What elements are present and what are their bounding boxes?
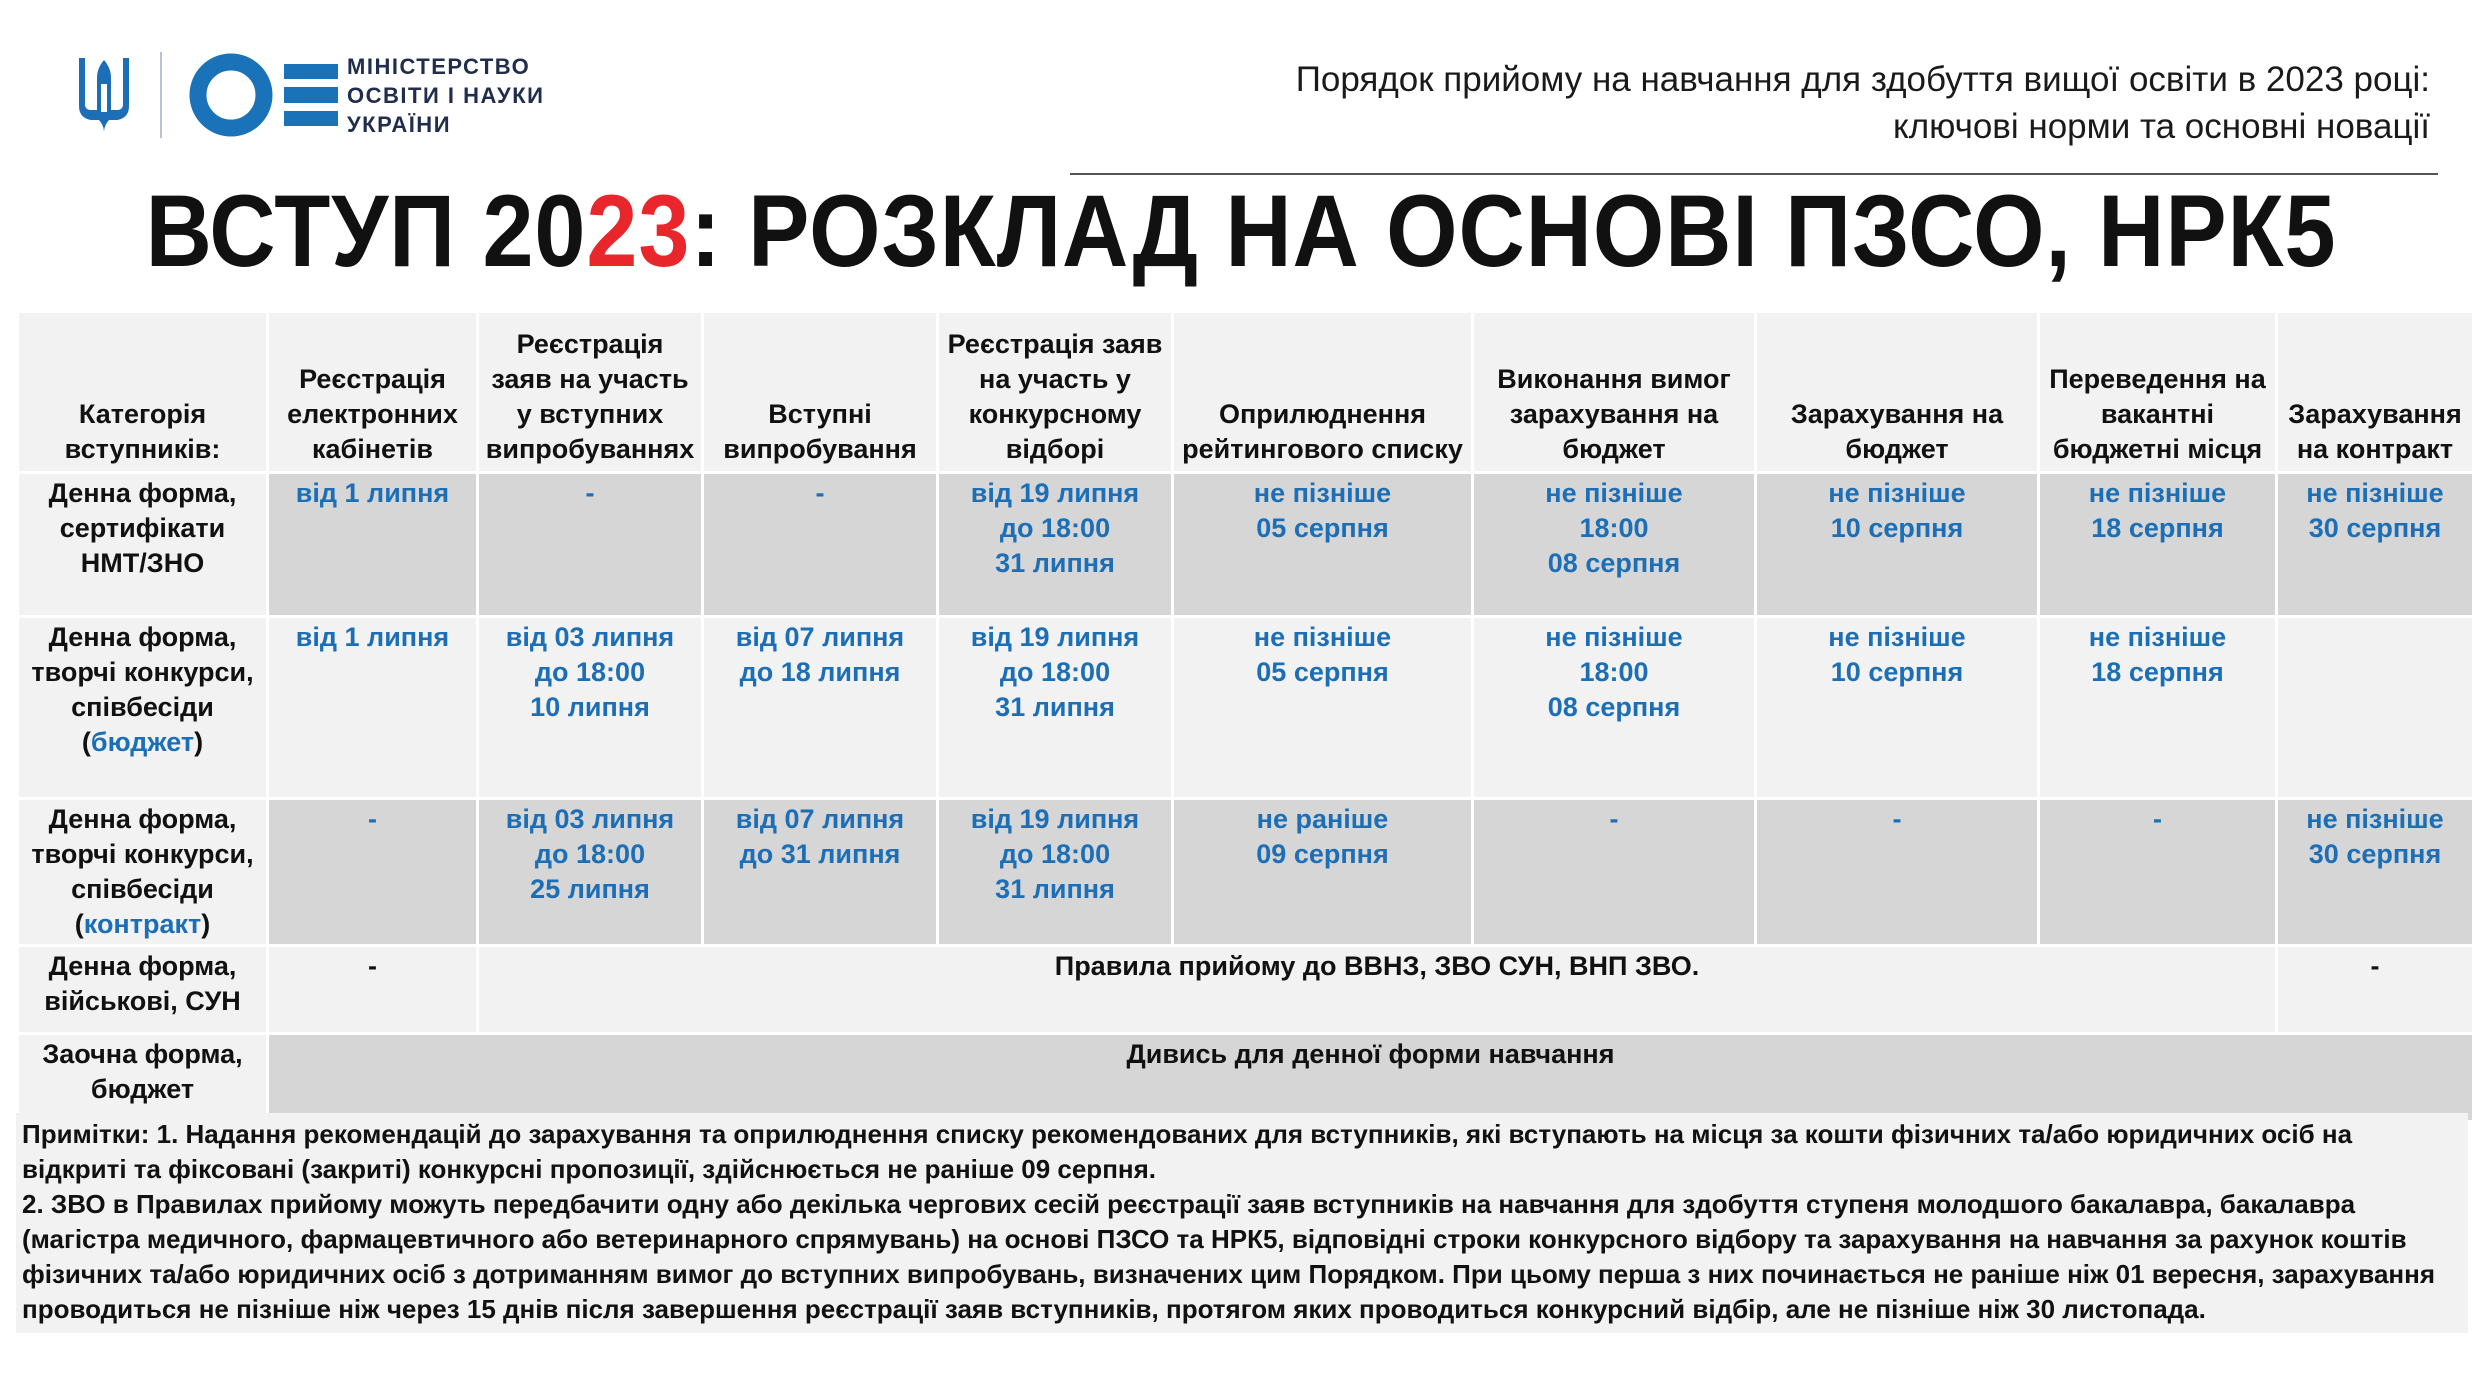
row-category [18,799,268,946]
cell-line: 31 липня [995,874,1115,904]
cell-line: не пізніше [2306,804,2444,834]
admission-schedule-table [16,310,2475,1123]
category-line: (бюджет) [81,727,204,757]
category-line: Денна форма, [48,622,237,652]
cell-line: 09 серпня [1256,839,1389,869]
ukraine-trident-icon [75,54,133,134]
cell-line: - [368,804,377,834]
header-contract-enrollment: Зарахування на контракт [2277,312,2474,473]
cell-line: до 18:00 [534,839,646,869]
cell-line: від 03 липня [505,804,675,834]
table-cell [268,799,478,946]
logo-divider [160,52,162,138]
table-cell [1756,473,2039,617]
category-line: (контракт) [74,909,211,939]
header-category: Категорія вступників: [18,312,268,473]
subtitle-line-1: Порядок прийому на навчання для здобуття вищої освіти в 2023 році: [1295,60,2430,99]
footnote-2: 2. ЗВО в Правилах прийому можуть передбачити одну або декілька чергових сесій реєстрації заяв вступників на навчання для здобуття ступеня молодшого бакалавра, бакалавра (магістра медичного, фармацевтичного або ветеринарного спрямувань) на основі ПЗСО та НРК5, відповідні строки конкурсного відбору та зарахування на навчання за рахунок коштів фізичних та/або юридичних осіб з дотриманням вимог до вступних випробувань, визначених цим Порядком. При цьому перша з них починається не раніше ніж 01 вересня, зарахування проводиться не пізніше ніж через 15 днів після завершення реєстрації заяв вступників, протягом яких проводиться конкурсний відбір, але не пізніше ніж 30 листопада. [22,1189,2435,1324]
table-row [18,946,2474,1034]
cell-line: 10 липня [530,692,650,722]
ministry-name [347,52,587,139]
table-cell [2039,473,2277,617]
table-cell [703,473,938,617]
cell-line: - [815,478,825,508]
cell-line: не пізніше [1545,478,1683,508]
cell-line: не пізніше [2306,478,2444,508]
table-cell [1173,473,1473,617]
table-row [18,617,2474,799]
header-ranking-list: Оприлюднення рейтингового списку [1173,312,1473,473]
table-cell [2039,799,2277,946]
header-competition-application: Реєстрація заяв на участь у конкурсному відборі [938,312,1173,473]
table-cell: - [268,946,478,1034]
cell-line: до 18 липня [739,657,901,687]
row-category [18,617,268,799]
ministry-name-line-2: ОСВІТИ І НАУКИ [347,83,545,108]
category-line: співбесіди [71,874,214,904]
category-line: бюджет [90,1074,195,1104]
category-line: Денна форма, [48,804,237,834]
cell-line: 08 серпня [1547,548,1681,578]
cell-line: не пізніше [2088,622,2227,652]
ministry-name-line-3: УКРАЇНИ [347,112,452,137]
cell-line: від 07 липня [735,622,905,652]
category-budget-tag: бюджет [90,727,195,757]
table-row [18,799,2474,946]
table-row [18,1034,2474,1122]
table-cell [2277,617,2474,799]
category-line: творчі конкурси, [31,839,254,869]
table-row [18,473,2474,617]
cell-line: від 1 липня [295,622,450,652]
title-part-1: ВСТУП 20 [145,174,587,288]
cell-line: до 18:00 [999,513,1111,543]
cell-line: не пізніше [2088,478,2227,508]
cell-line: 30 серпня [2308,513,2442,543]
cell-line: не пізніше [1828,478,1966,508]
row-category [18,473,268,617]
cell-line: не пізніше [1545,622,1683,652]
cell-line: 18 серпня [2091,513,2224,543]
cell-line: 10 серпня [1830,513,1964,543]
cell-line: 31 липня [995,548,1115,578]
category-line: Денна форма, [48,478,237,508]
table-cell [1756,617,2039,799]
cell-line: 05 серпня [1256,513,1389,543]
cell-line: не пізніше [1253,478,1392,508]
row-category [18,1034,268,1122]
merged-cell: Правила прийому до ВВНЗ, ЗВО СУН, ВНП ЗВО. [478,946,2277,1034]
table-cell [2277,473,2474,617]
table-cell [268,617,478,799]
cell-line: від 1 липня [295,478,450,508]
cell-line: - [1892,804,1902,834]
cell-line: від 19 липня [970,478,1140,508]
table-cell [1473,473,1756,617]
header-cabinet-registration: Реєстрація електронних кабінетів [268,312,478,473]
category-line: сертифікати [59,513,226,543]
cell-line: від 19 липня [970,622,1140,652]
header-budget-enrollment: Зарахування на бюджет [1756,312,2039,473]
table-cell [2039,617,2277,799]
row-category [18,946,268,1034]
table-cell [478,799,703,946]
cell-line: 18:00 [1579,657,1649,687]
category-line: Денна форма, [48,951,237,981]
category-line: творчі конкурси, [31,657,254,687]
document-subtitle [1296,56,2430,150]
header-vacant-transfer: Переведення на вакантні бюджетні місця [2039,312,2277,473]
category-line: співбесіди [71,692,214,722]
category-contract-tag: контракт [83,909,202,939]
cell-line: 31 липня [995,692,1115,722]
table-cell [938,473,1173,617]
table-cell [1173,617,1473,799]
ministry-name-line-1: МІНІСТЕРСТВО [347,54,531,79]
table-cell [938,617,1173,799]
table-cell [1173,799,1473,946]
header-entrance-exams: Вступні випробування [703,312,938,473]
page-title [124,170,2358,292]
table-cell [478,617,703,799]
table-cell [938,799,1173,946]
cell-line: до 18:00 [999,657,1111,687]
cell-line: 30 серпня [2308,839,2442,869]
category-line: Заочна форма, [42,1039,243,1069]
table-cell [268,473,478,617]
cell-line: 18 серпня [2091,657,2224,687]
category-line: військові, СУН [44,986,241,1016]
table-cell [2277,799,2474,946]
table-cell [703,799,938,946]
cell-line: від 07 липня [735,804,905,834]
cell-line: не раніше [1256,804,1389,834]
subtitle-line-2: ключові норми та основні новації [1892,107,2430,146]
cell-line: до 18:00 [534,657,646,687]
cell-line: - [585,478,595,508]
cell-line: від 19 липня [970,804,1140,834]
cell-line: 25 липня [530,874,650,904]
cell-line: - [1609,804,1619,834]
ministry-logo-icon [188,52,338,138]
table-cell [1473,617,1756,799]
cell-line: 08 серпня [1547,692,1681,722]
cell-line: 10 серпня [1830,657,1964,687]
header-budget-requirements: Виконання вимог зарахування на бюджет [1473,312,1756,473]
cell-line: не пізніше [1253,622,1392,652]
header-exam-application: Реєстрація заяв на участь у вступних випробуваннях [478,312,703,473]
title-part-2: : РОЗКЛАД НА ОСНОВІ ПЗСО, НРК5 [690,174,2337,288]
footnote-1: Примітки: 1. Надання рекомендацій до зарахування та оприлюднення списку рекомендованих для вступників, які вступають на місця за кошти фізичних та/або юридичних осіб на відкриті та фіксовані (закриті) конкурсні пропозиції, здійснюється не раніше 09 серпня. [22,1119,2353,1184]
cell-line: 18:00 [1579,513,1649,543]
cell-line: від 03 липня [505,622,675,652]
merged-cell: Дивись для денної форми навчання [268,1034,2474,1122]
cell-line: не пізніше [1828,622,1966,652]
cell-line: до 18:00 [999,839,1111,869]
table-header-row [18,312,2474,473]
cell-line: 05 серпня [1256,657,1389,687]
cell-line: - [2153,804,2162,834]
table-cell: - [2277,946,2474,1034]
table-cell [703,617,938,799]
table-cell [1756,799,2039,946]
footnotes [16,1113,2468,1333]
table-cell [1473,799,1756,946]
table-cell [478,473,703,617]
cell-line: до 31 липня [739,839,901,869]
category-line: НМТ/ЗНО [80,548,205,578]
title-year-highlight: 23 [586,174,691,288]
